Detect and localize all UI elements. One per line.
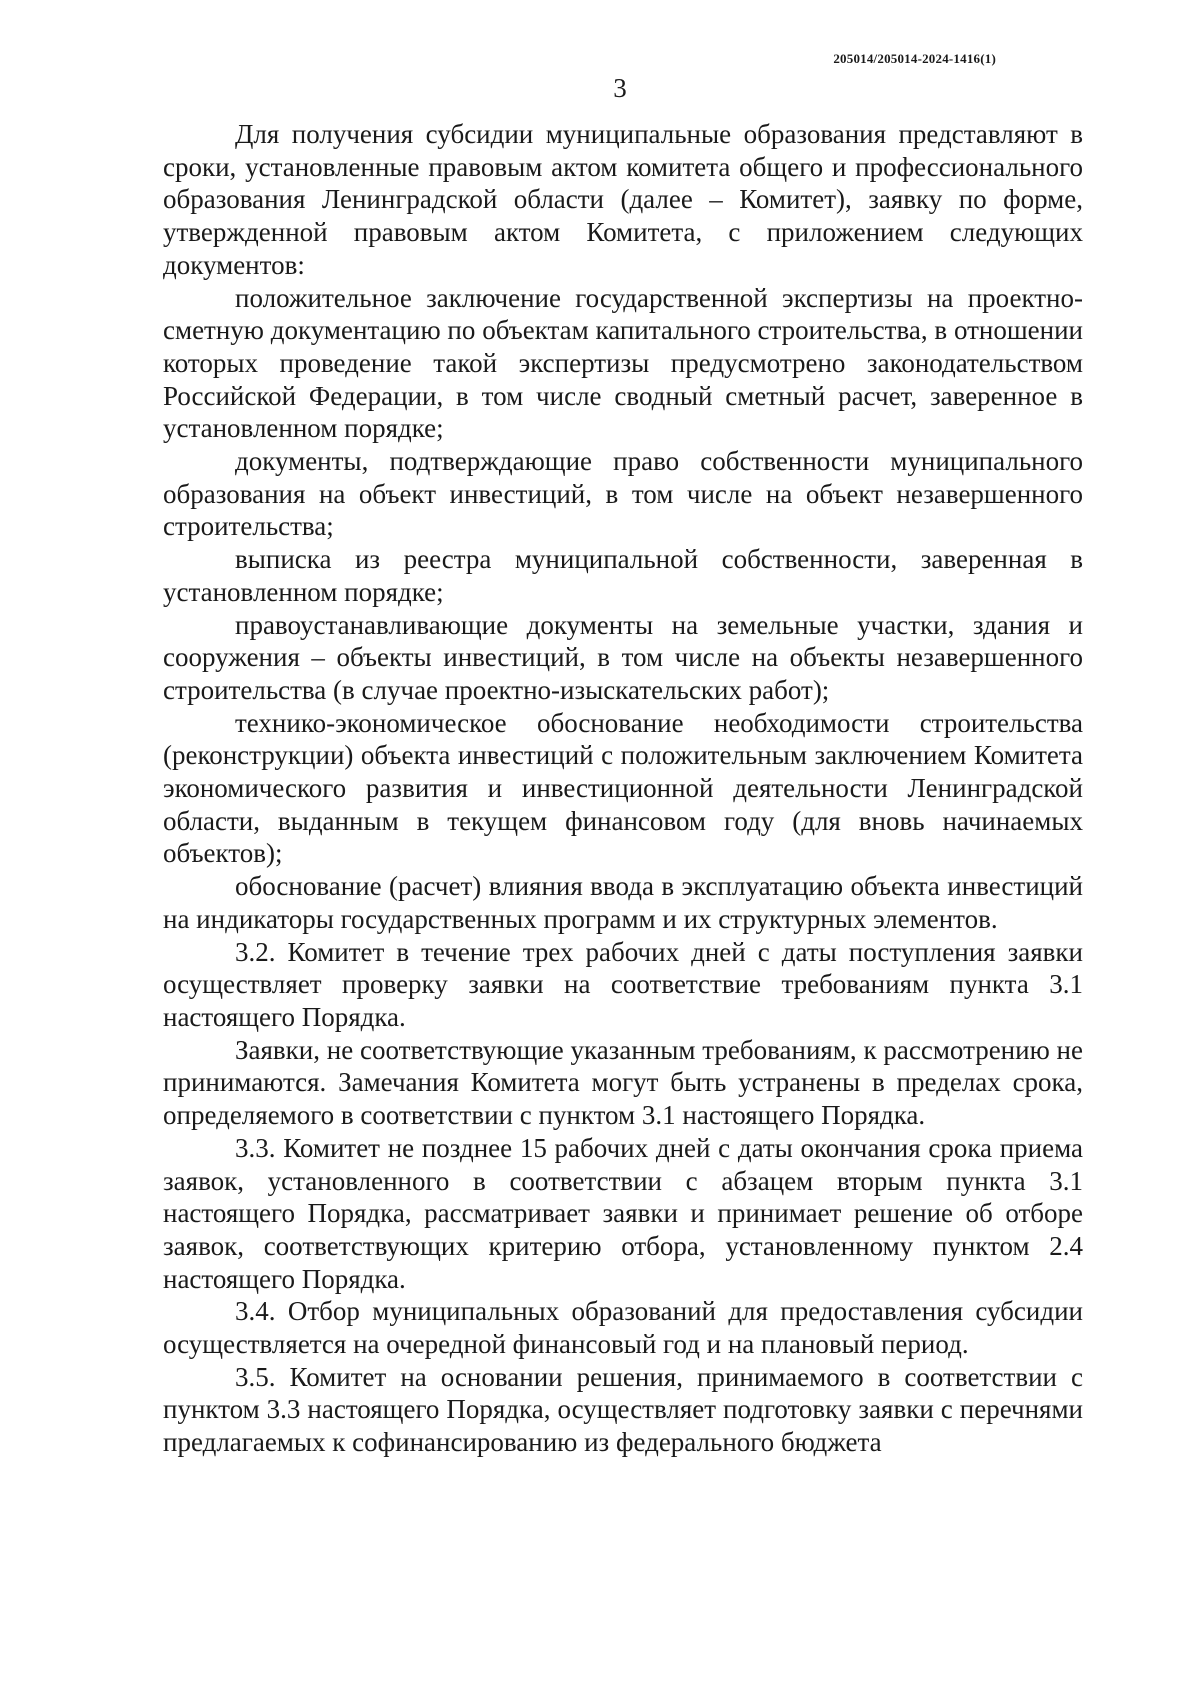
paragraph-clause-3-4: 3.4. Отбор муниципальных образований для предоставления субсидии осуществляется на очередной финансовый год и на плановый период. — [163, 1296, 1083, 1360]
paragraph-impact-justification: обоснование (расчет) влияния ввода в эксплуатацию объекта инвестиций на индикаторы государственных программ и их структурных элементов. — [163, 871, 1083, 934]
paragraph-registry-extract: выписка из реестра муниципальной собственности, заверенная в установленном порядке; — [163, 544, 1083, 607]
paragraph-clause-3-3: 3.3. Комитет не позднее 15 рабочих дней с даты окончания срока приема заявок, установленного в соответствии с абзацем вторым пункта 3.1 настоящего Порядка, рассматривает заявки и принимает решение об отборе заявок, соответствующих критерию отбора, установленному пунктом 2.4 настоящего Порядка. — [163, 1132, 1083, 1294]
paragraph-title-documents: правоустанавливающие документы на земельные участки, здания и сооружения – объекты инвестиций, в том числе на объекты незавершенного строительства (в случае проектно-изыскательских работ); — [163, 609, 1083, 705]
paragraph-application-intro: Для получения субсидии муниципальные образования представляют в сроки, установленные правовым актом комитета общего и профессионального образования Ленинградской области (далее – Комитет), заявку по форме, утвержденной правовым актом Комитета, с приложением следующих документов: — [163, 119, 1083, 280]
paragraph-clause-3-5: 3.5. Комитет на основании решения, принимаемого в соответствии с пунктом 3.3 настоящего Порядка, осуществляет подготовку заявки с перечнями предлагаемых к софинансированию из федерального бюджета — [163, 1361, 1083, 1458]
paragraph-clause-3-2: 3.2. Комитет в течение трех рабочих дней с даты поступления заявки осуществляет проверку заявки на соответствие требованиям пункта 3.1 настоящего Порядка. — [163, 936, 1083, 1032]
paragraph-non-compliant-applications: Заявки, не соответствующие указанным требованиям, к рассмотрению не принимаются. Замечания Комитета могут быть устранены в пределах срока, определяемого в соответствии с пунктом 3.1 настоящего Порядка. — [163, 1034, 1083, 1131]
paragraph-expertise-conclusion: положительное заключение государственной экспертизы на проектно-сметную документацию по объектам капитального строительства, в отношении которых проведение такой экспертизы предусмотрено законодательством Российской Федерации, в том числе сводный сметный расчет, заверенное в установленном порядке; — [163, 282, 1083, 444]
document-body — [163, 118, 1083, 1459]
page-number: 3 — [613, 73, 627, 103]
document-registration-number: 205014/205014-2024-1416(1) — [833, 51, 996, 66]
paragraph-feasibility-study: технико-экономическое обоснование необходимости строительства (реконструкции) объекта инвестиций с положительным заключением Комитета экономического развития и инвестиционной деятельности Ленинградской области, выданным в текущем финансовом году (для вновь начинаемых объектов); — [163, 707, 1083, 869]
paragraph-ownership-documents: документы, подтверждающие право собственности муниципального образования на объект инвестиций, в том числе на объект незавершенного строительства; — [163, 446, 1083, 542]
